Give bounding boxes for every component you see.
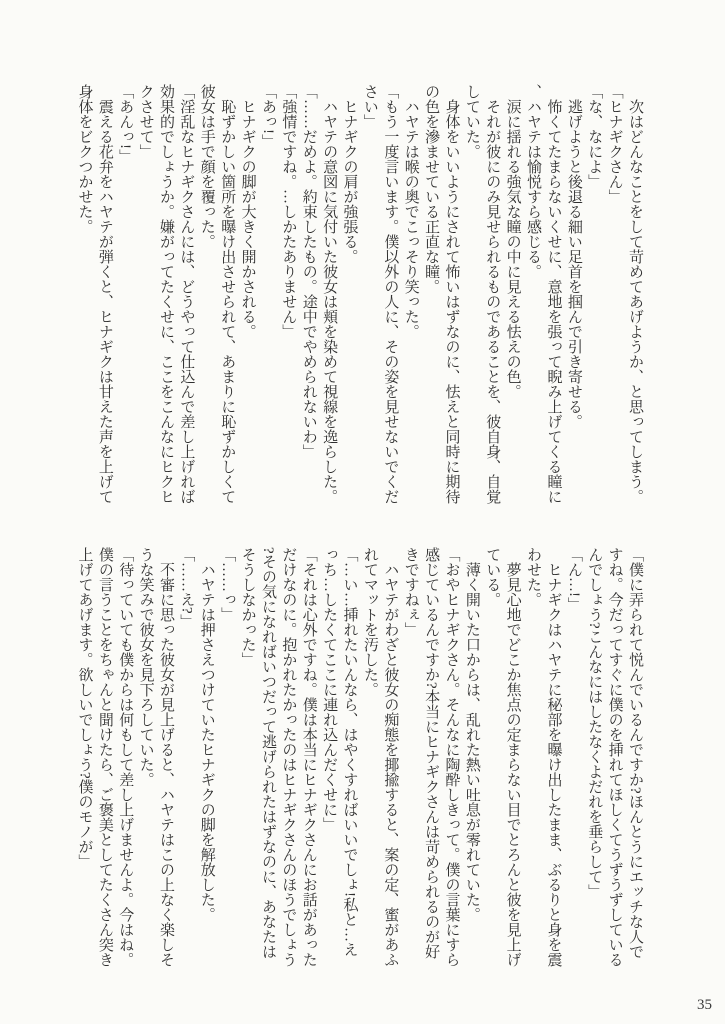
paragraph: ハヤテがわざと彼女の痴態を揶揄すると、案の定、蜜があふれてマットを汚した。 xyxy=(361,547,399,967)
paragraph: 「それは心外ですね。僕は本当にヒナギクさんにお話があっただけなのに。抱かれたかったのはヒナギクさんのほうでしょう?その気になればいつだって逃げられたはずなのに、あなたはそうしなかった」 xyxy=(239,547,317,967)
page-number: 35 xyxy=(697,997,712,1013)
paragraph: 「あっ!」 xyxy=(259,84,276,149)
paragraph: ハヤテの意図に気付いた彼女は頬を染めて視線を逸らした。 xyxy=(321,99,338,504)
paragraph: 薄く開いた口からは、乱れた熱い吐息が零れていた。 xyxy=(463,562,480,922)
paragraph: ヒナギクの肩が強張る。 xyxy=(341,99,358,264)
text-block-bottom xyxy=(74,547,645,967)
paragraph: 身体をいいようにされて怖いはずなのに、怯えと同時に期待の色を滲ませている正直な瞳。 xyxy=(423,84,460,504)
paragraph: 「おやヒナギクさん。そんなに陶酔しきって。僕の言葉にすら感じているんですか?本当にヒナギクさんは苛められるのが好きですねぇ」 xyxy=(402,547,460,967)
text-block-top xyxy=(74,84,645,504)
paragraph: 不審に思った彼女が見上げると、ハヤテはこの上なく楽しそうな笑みで彼女を見下ろしていた。 xyxy=(137,547,175,967)
paragraph: 「僕に弄られて悦んでいるんですか?ほんとうにエッチな人ですね。今だってすぐに僕のを挿れてほしくてうずうずしているんでしょう?こんなにはしたなくよだれを垂らして」 xyxy=(586,547,643,967)
paragraph: 「……え?」 xyxy=(178,547,195,629)
paragraph: 震える花弁をハヤテが弾くと、ヒナギクは甘えた声を上げて身体をビクつかせた。 xyxy=(76,84,113,504)
paragraph: 「強情ですね。…しかたありません」 xyxy=(280,84,297,339)
paragraph: ヒナギクはハヤテに秘部を曝け出したまま、ぶるりと身を震わせた。 xyxy=(525,547,562,967)
paragraph: 「もう一度言います。僕以外の人に、その姿を見せないでください」 xyxy=(361,84,399,504)
paragraph: 恥ずかしい箇所を曝け出させられて、あまりに恥ずかしくて彼女は手で顔を覆った。 xyxy=(198,84,236,504)
paragraph: 涙に揺れる強気な瞳の中に見える怯えの色。 xyxy=(504,99,521,399)
paragraph: 次はどんなことをして苛めてあげようか、と思ってしまう。 xyxy=(627,99,643,504)
paragraph: 怖くてたまらないくせに、意地を張って睨み上げてくる瞳に、ハヤテは愉悦すら感じる。 xyxy=(525,84,562,504)
paragraph: 「ん…!」 xyxy=(565,547,582,612)
paragraph: ハヤテは押さえつけていたヒナギクの脚を解放した。 xyxy=(198,562,215,922)
paragraph: ヒナギクの脚が大きく開かされる。 xyxy=(239,99,256,339)
paragraph: 「……っ」 xyxy=(219,547,236,622)
paragraph: 「あんっ!」 xyxy=(117,84,134,164)
paragraph: 「ヒナギクさん」 xyxy=(606,84,623,204)
paragraph: 「…い…挿れたいんなら、はやくすればいいでしょ!私と…えっち…したくてここに連れ込んだくせに」 xyxy=(321,547,358,957)
paragraph: 「待っていても僕からは何もして差し上げませんよ。今はね。僕の言うことをちゃんと聞けたら、ご褒美としてたくさん突き上げてあげます。欲しいでしょう?僕のモノが」 xyxy=(76,547,134,967)
paragraph: 「……だめよ。約束したもの。途中でやめられないわ」 xyxy=(300,84,317,459)
paragraph: 夢見心地でどこか焦点の定まらない目でとろんと彼を見上げている。 xyxy=(484,547,521,967)
paragraph: 「淫乱なヒナギクさんには、どうやって仕込んで差し上げれば効果的でしょうか。嫌がってたくせに、ここをこんなにヒクヒクさせて」 xyxy=(137,84,195,504)
paragraph: 「な、なによ」 xyxy=(586,84,603,189)
paragraph: 逃げようと後退る細い足首を掴んで引き寄せる。 xyxy=(565,99,582,429)
paragraph: それが彼にのみ見せられるものであることを、彼自身、自覚していた。 xyxy=(463,84,501,504)
paragraph: ハヤテは喉の奥でこっそり笑った。 xyxy=(402,99,419,339)
